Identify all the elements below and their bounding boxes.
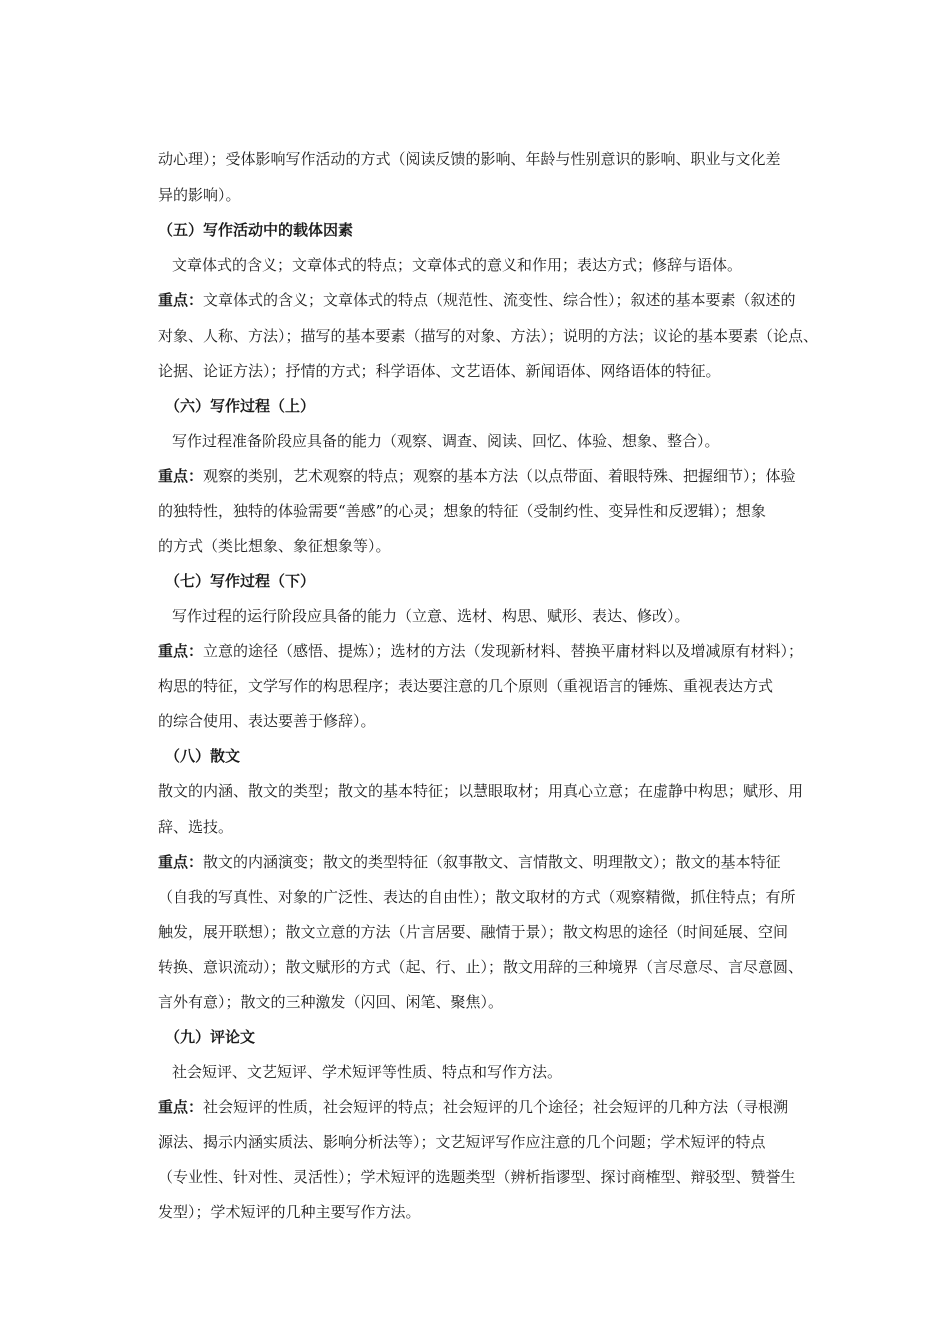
section-9-summary: 社会短评、文艺短评、学术短评等性质、特点和写作方法。 (172, 1063, 563, 1081)
section-8-heading: （八）散文 (165, 747, 241, 765)
section-6-summary: 写作过程准备阶段应具备的能力（观察、调查、阅读、回忆、体验、想象、整合）。 (172, 432, 720, 450)
section-8-key-line-3: 触发，展开联想）；散文立意的方法（片言居要、融情于景）；散文构思的途径（时间延展、空间 (158, 923, 789, 941)
section-9-key-line-2: 源法、揭示内涵实质法、影响分析法等）；文艺短评写作应注意的几个问题；学术短评的特点 (158, 1133, 766, 1151)
key-label: 重点： (158, 467, 204, 485)
section-8-key-line-1: 重点：散文的内涵演变；散文的类型特征（叙事散文、言情散文、明理散文）；散文的基本特征 (158, 853, 781, 871)
section-7-key-line-2: 构思的特征，文学写作的构思程序；表达要注意的几个原则（重视语言的锤炼、重视表达方式 (158, 677, 774, 695)
section-8-summary-line-2: 辞、选技。 (158, 818, 234, 836)
key-label: 重点： (158, 291, 204, 309)
intro-line-2: 异的影响）。 (158, 186, 241, 204)
key-label: 重点： (158, 1098, 204, 1116)
section-5-heading: （五）写作活动中的载体因素 (158, 221, 354, 239)
key-label: 重点： (158, 642, 204, 660)
section-9-key-line-3: （专业性、针对性、灵活性）；学术短评的选题类型（辨析指谬型、探讨商榷型、辩驳型、赞誉生 (158, 1168, 796, 1186)
section-8-summary-line-1: 散文的内涵、散文的类型；散文的基本特征；以慧眼取材；用真心立意；在虚静中构思；赋形、用 (158, 782, 804, 800)
section-5-key-line-2: 对象、人称、方法）；描写的基本要素（描写的对象、方法）；说明的方法；议论的基本要素（论点、 (158, 327, 819, 345)
section-8-key-line-5: 言外有意）；散文的三种激发（闪回、闲笔、聚焦）。 (158, 993, 504, 1011)
key-label: 重点： (158, 853, 204, 871)
section-6-key-line-2: 的独特性，独特的体验需要“善感”的心灵；想象的特征（受制约性、变异性和反逻辑）；想象 (158, 502, 766, 520)
section-8-key-line-2: （自我的写真性、对象的广泛性、表达的自由性）；散文取材的方式（观察精微，抓住特点；有所 (158, 888, 796, 906)
section-7-summary: 写作过程的运行阶段应具备的能力（立意、选材、构思、赋形、表达、修改）。 (172, 607, 690, 625)
intro-line-1: 动心理）；受体影响写作活动的方式（阅读反馈的影响、年龄与性别意识的影响、职业与文化差 (158, 150, 781, 168)
section-9-key-line-1: 重点：社会短评的性质，社会短评的特点；社会短评的几个途径；社会短评的几种方法（寻根溯 (158, 1098, 789, 1116)
section-5-summary: 文章体式的含义；文章体式的特点；文章体式的意义和作用；表达方式；修辞与语体。 (172, 256, 743, 274)
section-9-heading: （九）评论文 (165, 1028, 256, 1046)
section-7-heading: （七）写作过程（下） (165, 572, 316, 590)
section-6-heading: （六）写作过程（上） (165, 397, 316, 415)
section-7-key-line-3: 的综合使用、表达要善于修辞）。 (158, 712, 376, 730)
section-7-key-line-1: 重点：立意的途径（感悟、提炼）；选材的方法（发现新材料、替换平庸材料以及增减原有材料）； (158, 642, 804, 660)
section-5-key-line-3: 论据、论证方法）；抒情的方式；科学语体、文艺语体、新闻语体、网络语体的特征。 (158, 362, 721, 380)
section-8-key-line-4: 转换、意识流动）；散文赋形的方式（起、行、止）；散文用辞的三种境界（言尽意尽、言尽意圆、 (158, 958, 804, 976)
section-6-key-line-1: 重点：观察的类别，艺术观察的特点；观察的基本方法（以点带面、着眼特殊、把握细节）；体验 (158, 467, 796, 485)
section-6-key-line-3: 的方式（类比想象、象征想象等）。 (158, 537, 391, 555)
section-9-key-line-4: 发型）；学术短评的几种主要写作方法。 (158, 1203, 421, 1221)
section-5-key-line-1: 重点：文章体式的含义；文章体式的特点（规范性、流变性、综合性）；叙述的基本要素（叙述的 (158, 291, 796, 309)
